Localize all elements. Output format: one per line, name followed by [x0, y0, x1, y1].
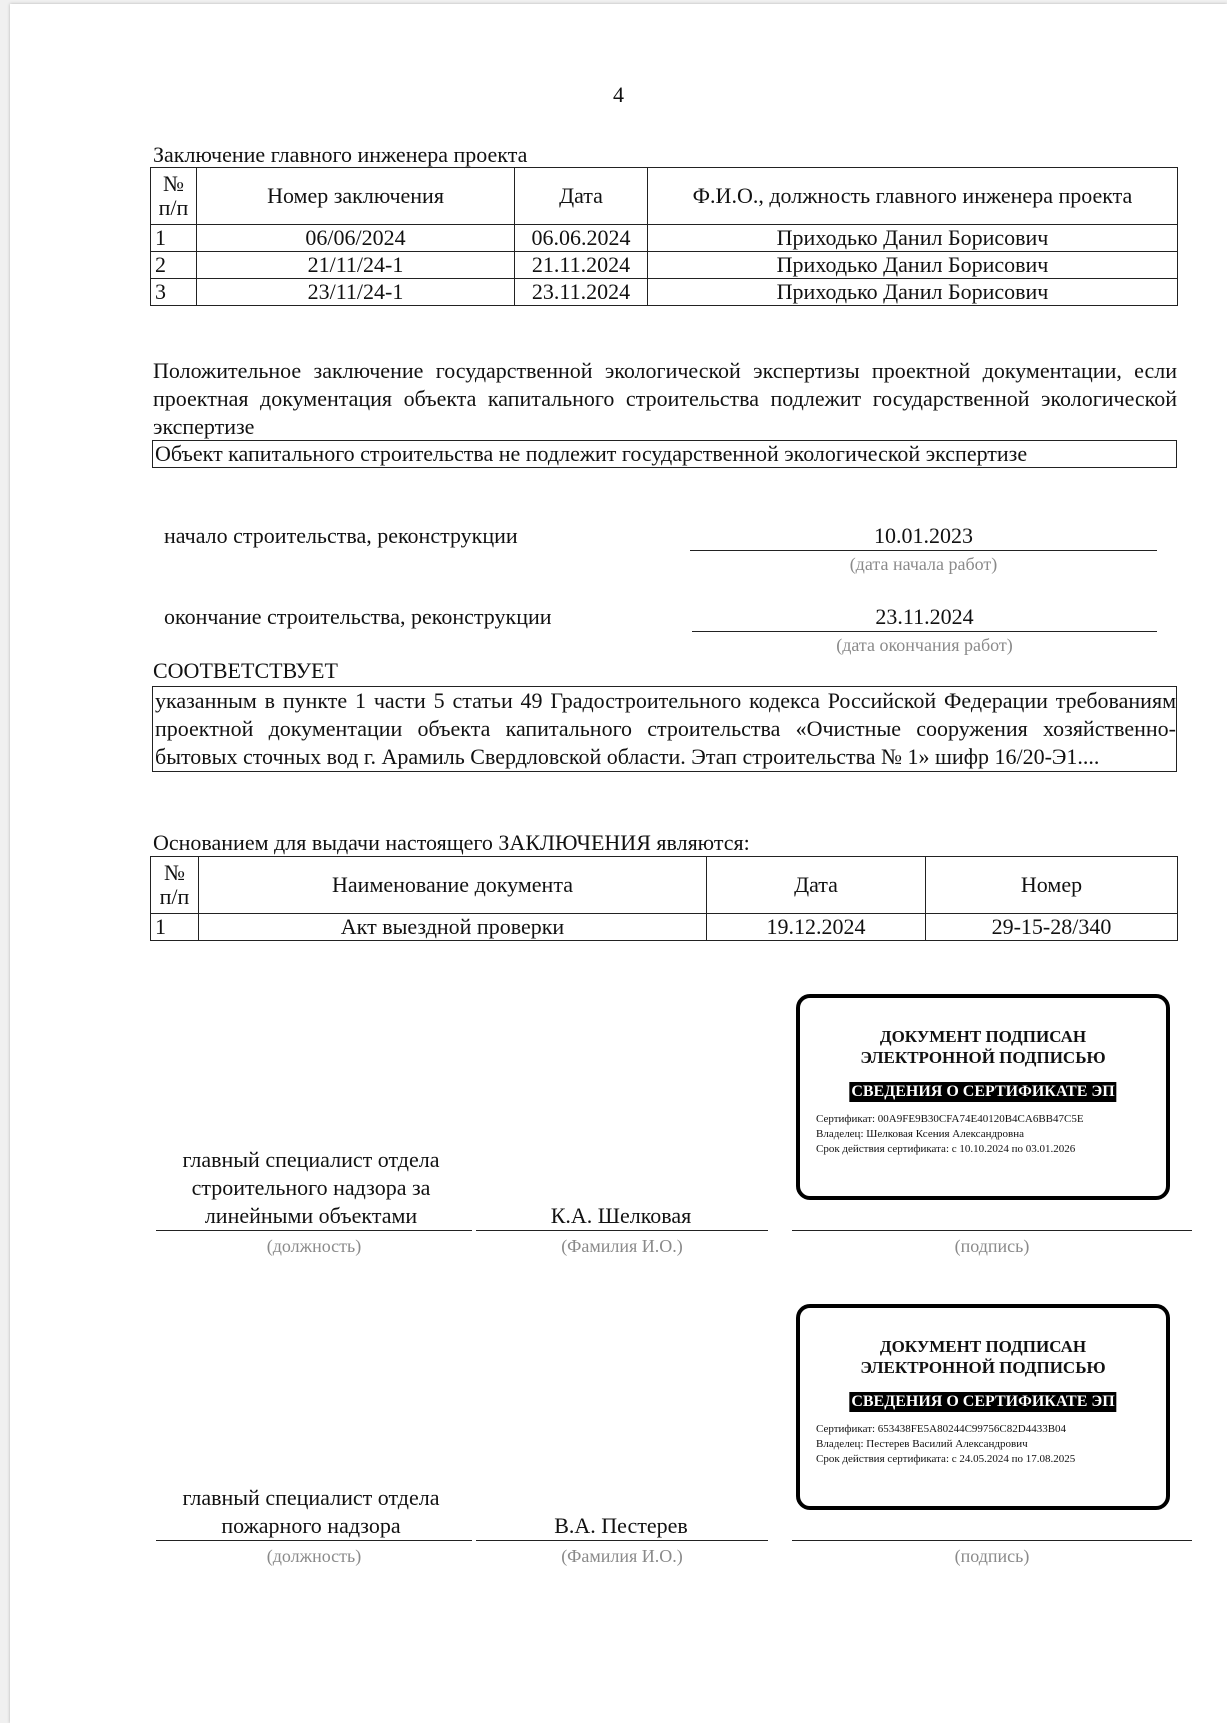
engineer-name: Приходько Данил Борисович	[648, 225, 1178, 252]
header-cell: № п/п	[151, 168, 197, 225]
document-page	[10, 4, 1227, 1723]
stamp-info	[816, 1422, 1075, 1467]
document-date: 19.12.2024	[707, 914, 926, 941]
position-line	[156, 1540, 472, 1541]
basis-title: Основанием для выдачи настоящего ЗАКЛЮЧЕНИЯ являются:	[153, 830, 750, 855]
header-cell: Номер	[926, 857, 1178, 914]
position-line	[156, 1230, 472, 1231]
table-row	[151, 252, 1178, 279]
name-caption: (Фамилия И.О.)	[561, 1546, 683, 1566]
table-header-row	[151, 857, 1178, 914]
row-number: 2	[151, 252, 197, 279]
e-signature-stamp	[796, 994, 1170, 1200]
signature-line	[792, 1540, 1192, 1541]
construction-end-label: окончание строительства, реконструкции	[164, 604, 552, 629]
stamp-certificate: Сертификат: 653438FE5A80244C99756C82D4433B04	[816, 1423, 1067, 1435]
conclusion-date: 21.11.2024	[515, 252, 648, 279]
conclusion-number: 21/11/24-1	[197, 252, 515, 279]
stamp-certificate: Сертификат: 00A9FE9B30CFA74E40120​B4CA6BB47C5E	[816, 1113, 1084, 1125]
header-cell: Ф.И.О., должность главного инженера проекта	[648, 168, 1178, 225]
basis-table	[150, 856, 1178, 941]
signer-position: главный специалист отдела пожарного надзора	[182, 1485, 440, 1538]
signature-line	[792, 1230, 1192, 1231]
header-cell: Номер заключения	[197, 168, 515, 225]
construction-start-date: 10.01.2023	[690, 522, 1157, 551]
engineer-name: Приходько Данил Борисович	[648, 252, 1178, 279]
e-signature-stamp	[796, 1304, 1170, 1510]
row-number: 1	[151, 914, 199, 941]
stamp-title: ДОКУМЕНТ ПОДПИСАН ЭЛЕКТРОННОЙ ПОДПИСЬЮ	[860, 1337, 1106, 1377]
page-number: 4	[613, 82, 624, 107]
header-cell: Дата	[707, 857, 926, 914]
stamp-certificate-bar: СВЕДЕНИЯ О СЕРТИФИКАТЕ ЭП	[851, 1393, 1115, 1410]
conclusion-date: 06.06.2024	[515, 225, 648, 252]
stamp-title: ДОКУМЕНТ ПОДПИСАН ЭЛЕКТРОННОЙ ПОДПИСЬЮ	[860, 1027, 1106, 1067]
conclusion-number: 06/06/2024	[197, 225, 515, 252]
conclusion-number: 23/11/24-1	[197, 279, 515, 306]
engineer-name: Приходько Данил Борисович	[648, 279, 1178, 306]
position-caption: (должность)	[266, 1546, 362, 1566]
chief-engineer-table	[150, 167, 1178, 306]
signer-name: К.А. Шелковая	[550, 1203, 692, 1228]
construction-start-label: начало строительства, реконструкции	[164, 523, 518, 548]
signature-caption: (подпись)	[954, 1546, 1030, 1566]
name-line	[476, 1540, 768, 1541]
signature-caption: (подпись)	[954, 1236, 1030, 1256]
table-row	[151, 279, 1178, 306]
table-header-row	[151, 168, 1178, 225]
stamp-info	[816, 1112, 1084, 1157]
name-caption: (Фамилия И.О.)	[561, 1236, 683, 1256]
chief-engineer-title: Заключение главного инженера проекта	[153, 142, 528, 167]
construction-end-date: 23.11.2024	[692, 603, 1157, 632]
table-row	[151, 225, 1178, 252]
table-row	[151, 914, 1178, 941]
eco-expertise-paragraph: Положительное заключение государственной экологической экспертизы проектной документации, если проектная документация объекта капитального строительства подлежит государственной экологической экспертизе	[153, 358, 1177, 439]
document-name: Акт выездной проверки	[199, 914, 707, 941]
signer-name: В.А. Пестерев	[554, 1513, 688, 1538]
stamp-owner: Владелец: Пестерев Василий Александрович	[816, 1438, 1028, 1450]
position-caption: (должность)	[266, 1236, 362, 1256]
signer-position: главный специалист отдела строительного надзора за линейными объектами	[182, 1147, 440, 1228]
header-cell: Дата	[515, 168, 648, 225]
header-cell: Наименование документа	[199, 857, 707, 914]
row-number: 1	[151, 225, 197, 252]
conclusion-date: 23.11.2024	[515, 279, 648, 306]
conformity-heading: СООТВЕТСТВУЕТ	[153, 658, 338, 683]
construction-end-caption: (дата окончания работ)	[836, 635, 1013, 655]
name-line	[476, 1230, 768, 1231]
row-number: 3	[151, 279, 197, 306]
stamp-validity: Срок действия сертификата: с 10.10.2024 по 03.01.2026	[816, 1143, 1076, 1155]
conformity-text: указанным в пункте 1 части 5 статьи 49 Градостроительного кодекса Российской Федерации требованиям проектной документации объекта капитального строительства «Очистные сооружения хозяйственно-бытовых сточных вод г. Арамиль Свердловской области. Этап строительства № 1» шифр 16/20-Э1....	[152, 686, 1177, 772]
stamp-owner: Владелец: Шелковая Ксения Александровна	[816, 1128, 1025, 1140]
construction-start-caption: (дата начала работ)	[849, 554, 998, 574]
stamp-validity: Срок действия сертификата: с 24.05.2024 по 17.08.2025	[816, 1453, 1076, 1465]
document-number: 29-15-28/340	[926, 914, 1178, 941]
stamp-certificate-bar: СВЕДЕНИЯ О СЕРТИФИКАТЕ ЭП	[851, 1083, 1115, 1100]
eco-expertise-value: Объект капитального строительства не подлежит государственной экологической экспертизе	[152, 440, 1177, 468]
header-cell: № п/п	[151, 857, 199, 914]
